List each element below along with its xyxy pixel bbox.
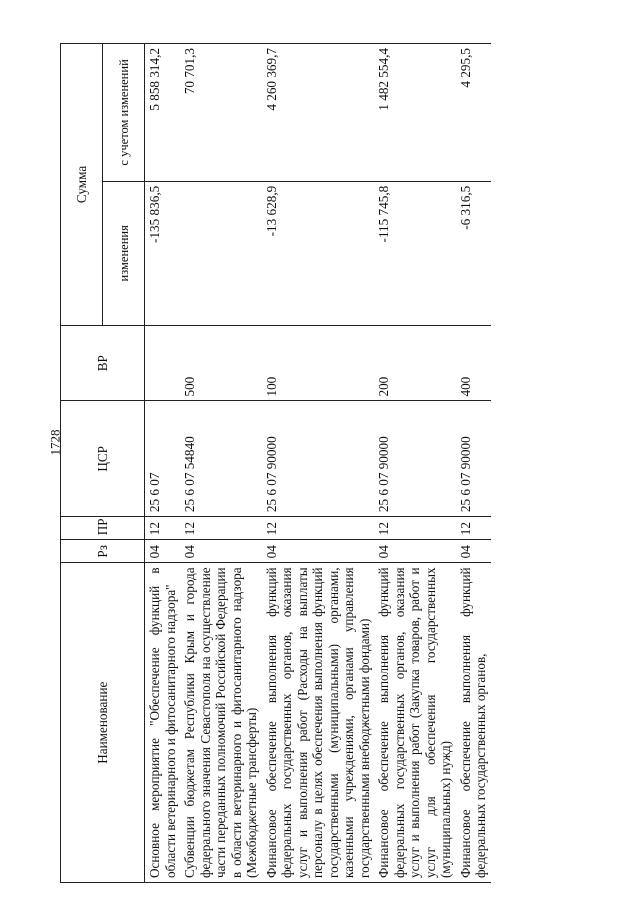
row-total: 5 858 314,2: [145, 44, 181, 182]
row-pr: 12: [456, 517, 491, 540]
header-pr: ПР: [61, 517, 145, 540]
row-pr: 12: [374, 517, 456, 540]
header-vr: ВР: [61, 325, 145, 401]
row-name: Субвенции бюджетам Республики Крым и города федерального значения Севастополя на осуществление части переданных полномочий Российской Федерации в области ветеринарного и фитосанитарного надзора (Межбюджетные трансферты): [180, 563, 262, 883]
row-total: 4 295,5: [456, 44, 491, 182]
row-csr: 25 6 07: [145, 401, 181, 517]
row-change: [180, 181, 262, 325]
budget-table: [60, 43, 491, 883]
row-csr: 25 6 07 90000: [262, 401, 375, 517]
table-row: [456, 44, 491, 883]
row-csr: 25 6 07 90000: [374, 401, 456, 517]
table-row: [145, 44, 181, 883]
row-vr: 400: [456, 325, 491, 401]
row-name: Финансовое обеспечение выполнения функций федеральных государственных органов, оказания услуг и выполнения работ (Закупка товаров, работ и услуг для обеспечения государственных (муниципальных) нужд): [374, 563, 456, 883]
table-row: [180, 44, 262, 883]
row-rz: 04: [145, 540, 181, 563]
row-csr: 25 6 07 90000: [456, 401, 491, 517]
row-vr: 500: [180, 325, 262, 401]
header-csr: ЦСР: [61, 401, 145, 517]
table-row: [374, 44, 456, 883]
row-change: -135 836,5: [145, 181, 181, 325]
header-with-changes: с учетом изменений: [103, 44, 145, 182]
header-sum: Сумма: [61, 44, 103, 326]
row-change: -6 316,5: [456, 181, 491, 325]
row-total: 1 482 554,4: [374, 44, 456, 182]
row-pr: 12: [262, 517, 375, 540]
row-rz: 04: [374, 540, 456, 563]
row-name: Финансовое обеспечение выполнения функций федеральных государственных органов, оказания услуг и выполнения работ (Расходы на выплаты персоналу в целях обеспечения выполнения функций государственными (муниципальными) органами, казенными учреждениями, органами управления государственными внебюджетными фондами): [262, 563, 375, 883]
row-pr: 12: [145, 517, 181, 540]
budget-table-sheet: [60, 43, 565, 883]
row-change: -115 745,8: [374, 181, 456, 325]
table-header: [61, 44, 145, 883]
header-rz: Рз: [61, 540, 145, 563]
row-rz: 04: [262, 540, 375, 563]
table-row: [262, 44, 375, 883]
header-change: изменения: [103, 181, 145, 325]
row-name: Основное мероприятие "Обеспечение функций в области ветеринарного и фитосанитарного надзора": [145, 563, 181, 883]
row-total: 70 701,3: [180, 44, 262, 182]
row-vr: 200: [374, 325, 456, 401]
page-number: 1728: [47, 429, 63, 456]
row-change: -13 628,9: [262, 181, 375, 325]
row-vr: 100: [262, 325, 375, 401]
row-rz: 04: [456, 540, 491, 563]
row-csr: 25 6 07 54840: [180, 401, 262, 517]
row-pr: 12: [180, 517, 262, 540]
row-vr: [145, 325, 181, 401]
row-rz: 04: [180, 540, 262, 563]
header-name: Наименование: [61, 563, 145, 883]
row-total: 4 260 369,7: [262, 44, 375, 182]
row-name: Финансовое обеспечение выполнения функций федеральных государственных органов,: [456, 563, 491, 883]
